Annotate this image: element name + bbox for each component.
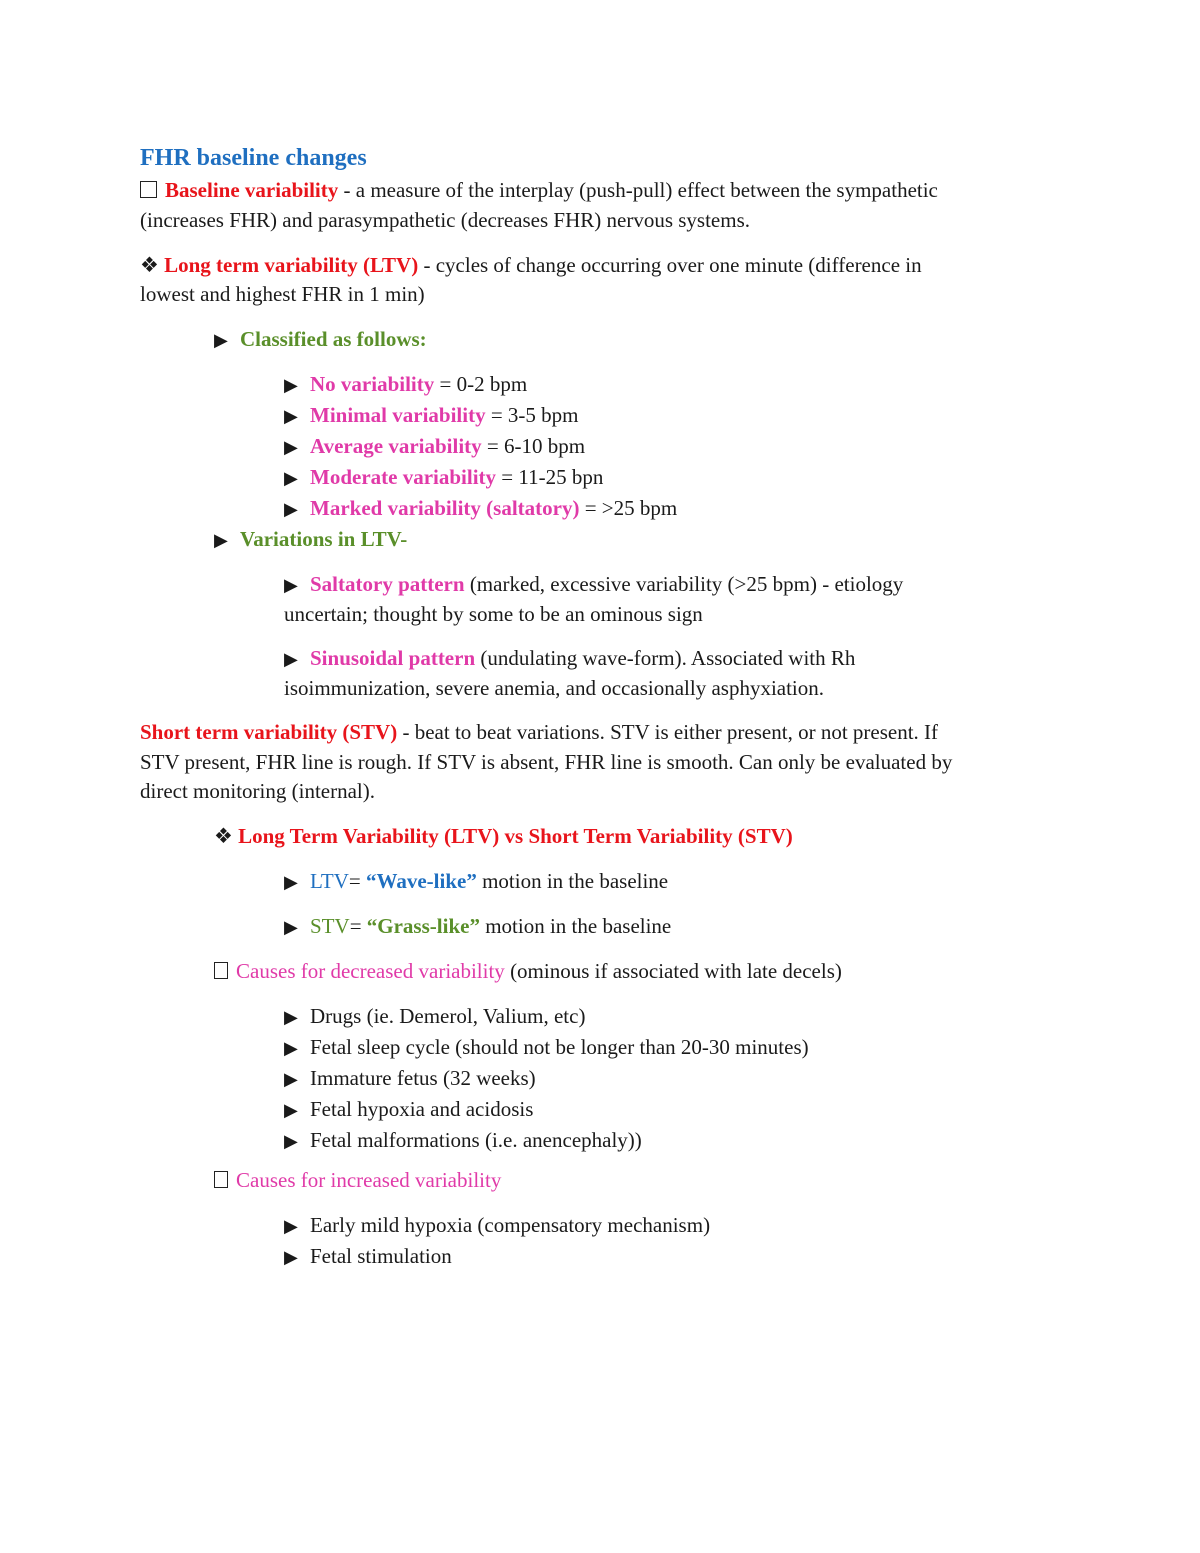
classified-value: = 0-2 bpm [434, 372, 528, 396]
ltv-compare-line [284, 866, 668, 897]
variations-heading: Variations in LTV- [240, 527, 408, 551]
triangle-bullet-icon: ▶ [284, 917, 298, 937]
decreased-heading: Causes for decreased variability [236, 959, 505, 983]
classified-value: = >25 bpm [579, 496, 678, 520]
triangle-bullet-icon: ▶ [284, 575, 298, 595]
decreased-item: Fetal hypoxia and acidosis [310, 1097, 534, 1121]
classified-value: = 11-25 bpn [496, 465, 604, 489]
ltv-term: Long term variability (LTV) [164, 253, 419, 277]
compare-heading: Long Term Variability (LTV) vs Short Term Variability (STV) [238, 824, 793, 848]
triangle-bullet-icon: ▶ [284, 872, 298, 892]
decreased-item: Fetal malformations (i.e. anencephaly)) [310, 1128, 642, 1152]
triangle-bullet-icon: ▶ [284, 375, 298, 395]
baseline-term: Baseline variability [165, 178, 339, 202]
ltv-compare-label: LTV [310, 869, 349, 893]
decreased-item: Immature fetus (32 weeks) [310, 1066, 536, 1090]
decreased-item: Drugs (ie. Demerol, Valium, etc) [310, 1004, 586, 1028]
triangle-bullet-icon: ▶ [284, 649, 298, 669]
baseline-line-1 [140, 175, 938, 205]
increased-heading: Causes for increased variability [236, 1168, 502, 1192]
classified-value: = 6-10 bpm [481, 434, 586, 458]
stv-text-2: STV present, FHR line is rough. If STV is absent, FHR line is smooth. Can only be evaluated by [140, 750, 953, 774]
baseline-text-1: - a measure of the interplay (push-pull) effect between the sympathetic [338, 178, 938, 202]
saltatory-text-1: (marked, excessive variability (>25 bpm) - etiology [464, 572, 904, 596]
list-item [284, 462, 603, 493]
stv-compare-text: motion in the baseline [479, 914, 672, 938]
ltv-line-1 [140, 250, 922, 280]
decreased-note: (ominous if associated with late decels) [504, 959, 842, 983]
checkbox-icon [140, 181, 157, 198]
triangle-bullet-icon: ▶ [284, 406, 298, 426]
increased-heading-line [214, 1165, 501, 1195]
triangle-bullet-icon: ▶ [284, 1216, 298, 1236]
list-item [284, 1032, 809, 1063]
sinusoidal-text-2: isoimmunization, severe anemia, and occasionally asphyxiation. [284, 676, 825, 700]
ltv-compare-eq: = [348, 869, 366, 893]
sinusoidal-text-1: (undulating wave-form). Associated with Rh [475, 646, 856, 670]
sinusoidal-line-1 [284, 643, 855, 674]
ltv-compare-text: motion in the baseline [476, 869, 669, 893]
classified-heading: Classified as follows: [240, 327, 427, 351]
compare-heading-line [214, 821, 793, 851]
sinusoidal-term: Sinusoidal pattern [310, 646, 476, 670]
triangle-bullet-icon: ▶ [284, 1007, 298, 1027]
saltatory-line-1 [284, 569, 903, 600]
stv-compare-label: STV [310, 914, 350, 938]
list-item [284, 1210, 710, 1241]
list-item [284, 431, 585, 462]
classified-term: Average variability [310, 434, 482, 458]
list-item [284, 1241, 452, 1272]
classified-value: = 3-5 bpm [485, 403, 579, 427]
stv-text-3: direct monitoring (internal). [140, 779, 376, 803]
stv-compare-quote: “Grass-like” [366, 914, 480, 938]
diamond-bullet-icon: ❖ [214, 824, 233, 848]
classified-term: Marked variability (saltatory) [310, 496, 580, 520]
list-item [284, 400, 579, 431]
variations-heading-line [214, 524, 407, 555]
stv-line-1 [140, 717, 938, 747]
triangle-bullet-icon: ▶ [284, 1131, 298, 1151]
list-item [284, 1094, 533, 1125]
triangle-bullet-icon: ▶ [284, 437, 298, 457]
triangle-bullet-icon: ▶ [284, 1069, 298, 1089]
classified-term: Moderate variability [310, 465, 497, 489]
triangle-bullet-icon: ▶ [284, 1247, 298, 1267]
ltv-text-1: - cycles of change occurring over one minute (difference in [418, 253, 922, 277]
decreased-item: Fetal sleep cycle (should not be longer than 20-30 minutes) [310, 1035, 809, 1059]
list-item [284, 1063, 536, 1094]
stv-text-1: - beat to beat variations. STV is either present, or not present. If [397, 720, 939, 744]
stv-term: Short term variability (STV) [140, 720, 398, 744]
list-item [284, 1001, 585, 1032]
saltatory-term: Saltatory pattern [310, 572, 465, 596]
classified-term: No variability [310, 372, 435, 396]
stv-compare-eq: = [349, 914, 367, 938]
triangle-bullet-icon: ▶ [284, 1038, 298, 1058]
increased-item: Fetal stimulation [310, 1244, 452, 1268]
decreased-heading-line [214, 956, 842, 986]
square-bullet-icon [214, 1171, 228, 1188]
classified-heading-line [214, 324, 427, 355]
list-item [284, 493, 677, 524]
list-item [284, 369, 527, 400]
square-bullet-icon [214, 962, 228, 979]
classified-term: Minimal variability [310, 403, 486, 427]
page-title: FHR baseline changes [140, 145, 367, 171]
diamond-bullet-icon: ❖ [140, 253, 159, 277]
triangle-bullet-icon: ▶ [214, 530, 228, 550]
ltv-text-2: lowest and highest FHR in 1 min) [140, 282, 425, 306]
triangle-bullet-icon: ▶ [214, 330, 228, 350]
triangle-bullet-icon: ▶ [284, 1100, 298, 1120]
triangle-bullet-icon: ▶ [284, 468, 298, 488]
increased-item: Early mild hypoxia (compensatory mechanism) [310, 1213, 711, 1237]
saltatory-text-2: uncertain; thought by some to be an ominous sign [284, 602, 703, 626]
ltv-compare-quote: “Wave-like” [366, 869, 477, 893]
list-item [284, 1125, 642, 1156]
stv-compare-line [284, 911, 671, 942]
triangle-bullet-icon: ▶ [284, 499, 298, 519]
baseline-text-2: (increases FHR) and parasympathetic (decreases FHR) nervous systems. [140, 208, 750, 232]
